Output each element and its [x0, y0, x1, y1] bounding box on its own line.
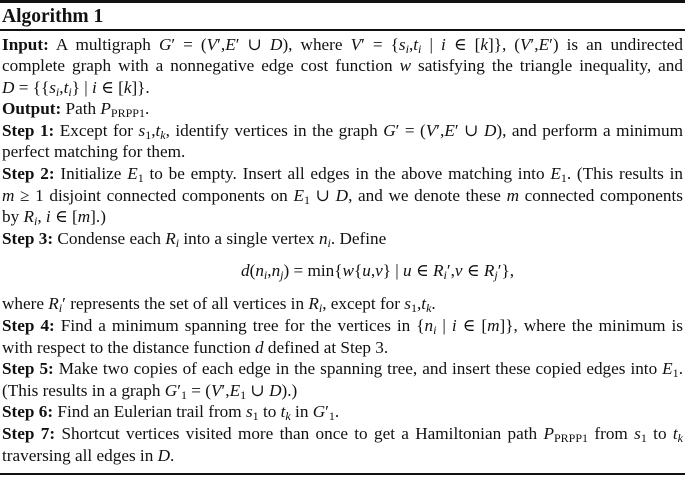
step-4-line-2: with respect to the distance function d defined at Step 3.	[2, 337, 389, 357]
step-3-equation: $d(n_i,n_j) = \min\{w\{u,v\}$ | u ∈ $R_i',v$ ∈ $R_j'$},	[241, 261, 514, 283]
algorithm-body	[0, 31, 685, 467]
step-1-line-1: Step 1: Except for $s_1,t_k$, identify vertices in the graph G′ = (V′,E′ ∪ D), and perform a minimum	[2, 120, 683, 142]
step-5-line-2: (This results in a graph $G'_1 = (V',E_1$ ∪ D).)	[2, 380, 298, 402]
step-1-label: Step 1:	[2, 120, 55, 140]
input-line-1: Input: A multigraph G′ = (V′,E′ ∪ D), where $V' = \{s_i,t_i$ | i ∈ [k]}, (V′,E′) is an undirected	[2, 34, 683, 56]
step-6-line-1: Step 6: Find an Eulerian trail from $s_1$ to $t_k$ in $G'_1$.	[2, 402, 340, 424]
step-4-label: Step 4:	[2, 316, 55, 336]
step-2-line-1: Step 2: Initialize $E_1$ to be empty. Insert all edges in the above matching into $E_1$. (This results in	[2, 164, 683, 186]
step-7-label: Step 7:	[2, 424, 56, 443]
step-2-line-3: by $R_i$, i ∈ [m].)	[2, 207, 106, 229]
step-7-line-2: traversing all edges in D.	[2, 445, 175, 465]
step-7-line-1: Step 7: Shortcut vertices visited more than once to get a Hamiltonian path $P_{PRPP1}$ from $s_1$ to $t_k$	[2, 424, 684, 445]
step-6-label: Step 6:	[2, 402, 54, 422]
step-3-line-2: where $R_i'$ represents the set of all vertices in $R_i$, except for $s_1,t_k$.	[2, 294, 436, 316]
output-label: Output:	[2, 99, 62, 119]
input-line-3: $D = \{\{s_i,t_i\}$ | i ∈ [k]}.	[2, 77, 150, 99]
step-1-line-2: perfect matching for them.	[2, 142, 186, 162]
input-label: Input:	[2, 34, 49, 54]
bottom-rule	[0, 473, 685, 475]
step-3-label: Step 3:	[2, 228, 54, 248]
algorithm-title: Algorithm 1	[2, 6, 104, 27]
step-3-line-1: Step 3: Condense each $R_i$ into a single vertex $n_i$. Define	[2, 228, 387, 250]
step-4-line-1: Step 4: Find a minimum spanning tree for the vertices in {$n_i$ | i ∈ [m]}, where the minimum is	[2, 316, 683, 338]
step-2-label: Step 2:	[2, 164, 55, 184]
input-line-2: complete graph with a nonnegative edge cost function w satisfying the triangle inequality, and	[2, 56, 683, 76]
step-2-line-2: m ≥ 1 disjoint connected components on $E_1$ ∪ D, and we denote these m connected components	[2, 185, 683, 207]
step-5-label: Step 5:	[2, 359, 54, 379]
step-5-line-1: Step 5: Make two copies of each edge in the spanning tree, and insert these copied edges into $E_1$.	[2, 359, 683, 381]
output-line: Output: Path $P_{PRPP1}$.	[2, 99, 150, 121]
